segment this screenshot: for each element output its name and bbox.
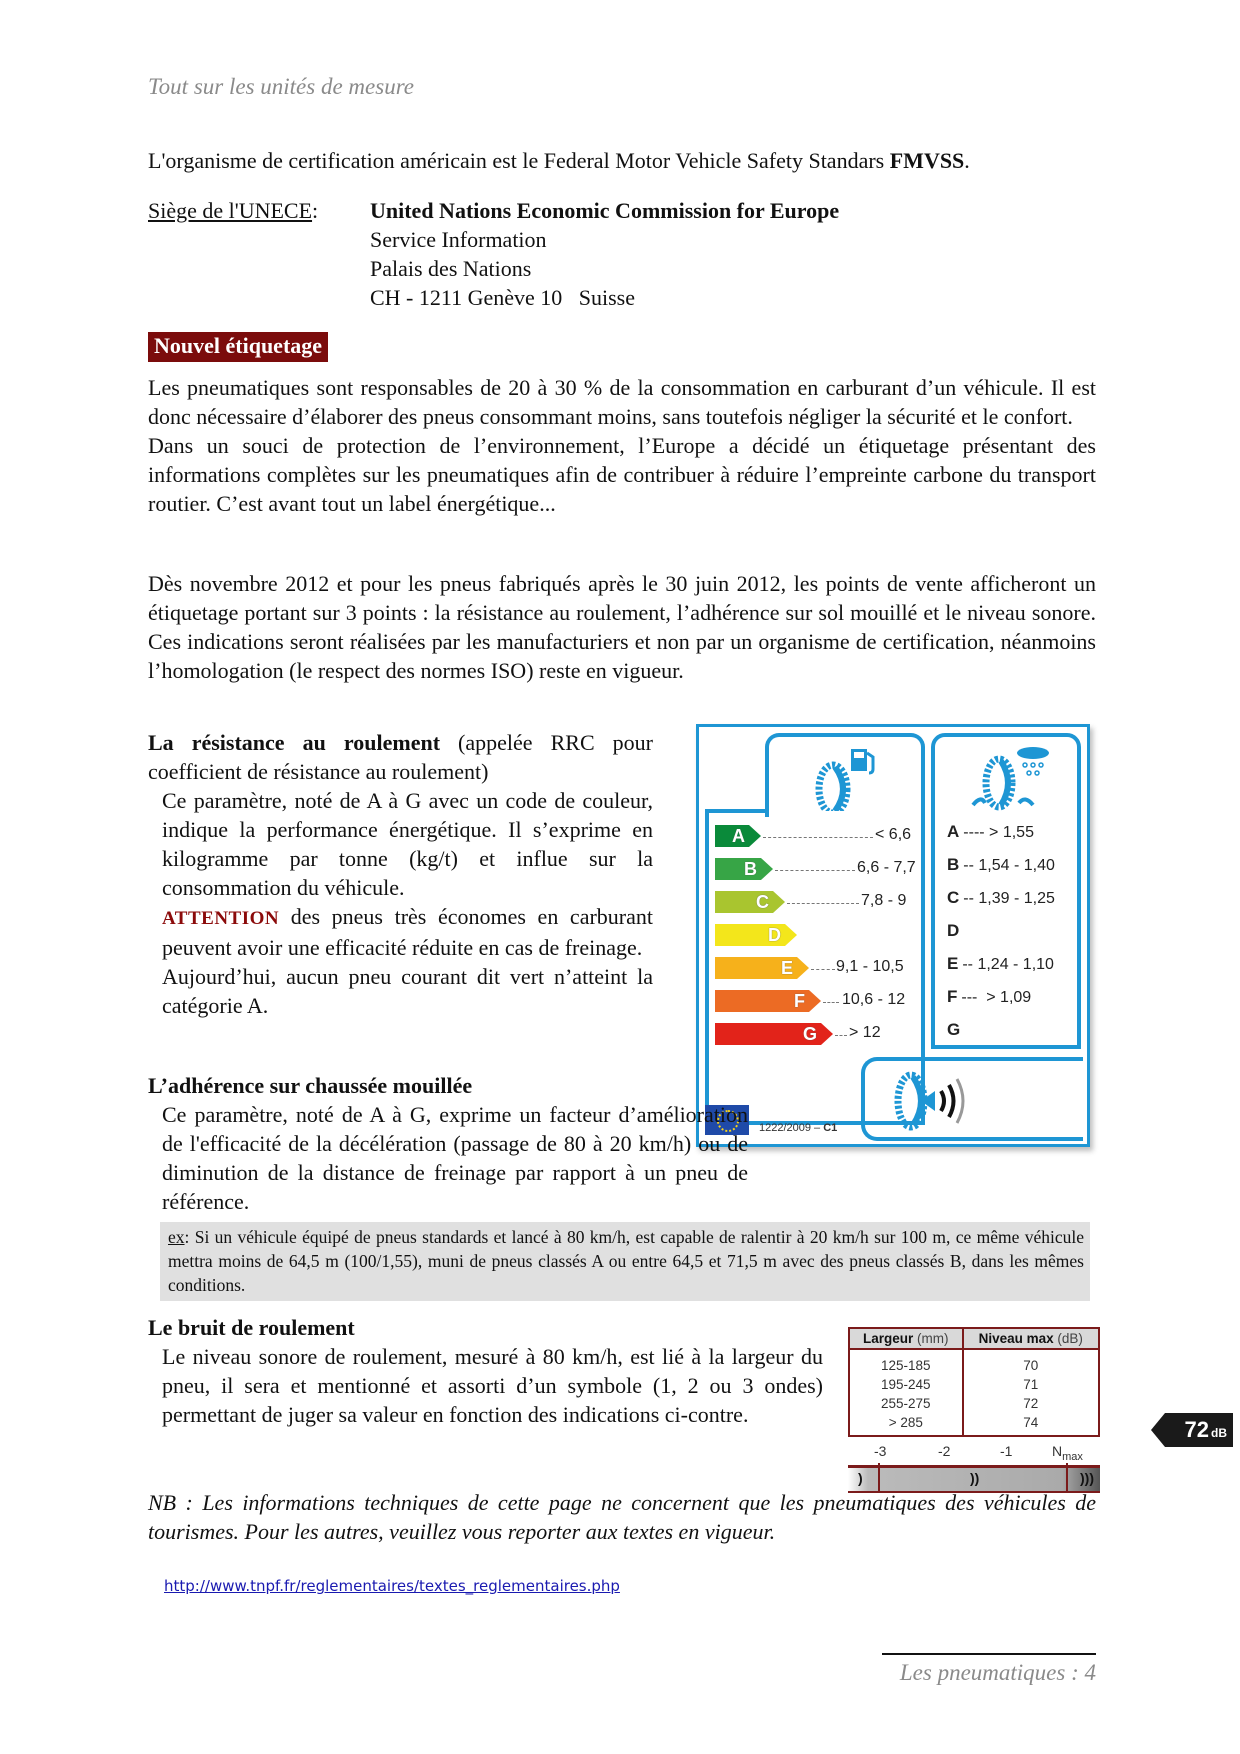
table-header-row [849, 1328, 1099, 1349]
regulations-link[interactable]: http://www.tnpf.fr/reglementaires/textes_reglementaires.php [164, 1577, 620, 1595]
cell-width: 255-275 [849, 1394, 963, 1413]
cell-width: 125-185 [849, 1349, 963, 1375]
regulation-reference [759, 1122, 837, 1134]
fmvss-paragraph [148, 148, 1098, 174]
attention-label: ATTENTION [162, 908, 280, 929]
cell-max: 74 [963, 1413, 1099, 1436]
rolling-resistance-section [148, 728, 653, 1020]
intro-paragraph-2: Dans un souci de protection de l’environnement, l’Europe a décidé un étiquetage présentant des informations complètes sur les pneumatiques afin de contribuer à réduire l’empreinte carbone du transport routier. C’est avant tout un label énergétique... [148, 433, 1096, 516]
tyre-sound-waves-icon [885, 1067, 985, 1133]
fuel-range-b: 6,6 - 7,7 [857, 859, 916, 876]
wet-class-range: -- 1,39 - 1,25 [963, 890, 1055, 907]
rolling-resistance-warning [148, 902, 653, 962]
footer-rule [882, 1653, 1096, 1655]
leader-line [811, 969, 835, 970]
wet-class-letter: B [947, 855, 960, 874]
fuel-class-b: B [715, 858, 761, 880]
cell-max: 71 [963, 1375, 1099, 1394]
address-line-service: Service Information [370, 227, 547, 252]
intro-paragraphs [148, 373, 1096, 518]
three-waves-icon: ))) [1080, 1470, 1094, 1486]
wet-class-letter: G [947, 1020, 961, 1039]
leader-line [763, 837, 873, 838]
rolling-resistance-p1: Ce paramètre, noté de A à G avec un code de couleur, indique la performance énergétique. Il s’exprime en kilogramme par tonne (kg/t) et influe sur la consommation du véhicule. [162, 788, 653, 900]
address-line-org: United Nations Economic Commission for Europe [370, 198, 840, 223]
attention-text: des pneus très économes en carburant peuvent avoir une efficacité réduite en cas de freinage. [162, 904, 653, 960]
tyre-class: C1 [823, 1122, 838, 1134]
wet-class-e [947, 954, 1054, 974]
cell-max: 72 [963, 1394, 1099, 1413]
table-row [849, 1375, 1099, 1394]
wet-class-f [947, 987, 1031, 1007]
rolling-noise-paragraph: Le niveau sonore de roulement, mesuré à 80 km/h, est lié à la largeur du pneu, il sera et mentionné et assorti d’un symbole (1, 2 ou 3 ondes) permettant de juger sa valeur en fonction des indications ci-contre. [162, 1344, 823, 1427]
wet-class-b [947, 855, 1055, 875]
scale-tick: -1 [1000, 1443, 1013, 1459]
table-row [849, 1413, 1099, 1436]
fmvss-acronym: FMVSS [889, 148, 965, 173]
fmvss-text: L'organisme de certification américain est le Federal Motor Vehicle Safety Standars [148, 148, 890, 173]
example-box [160, 1222, 1090, 1301]
fuel-range-f: 10,6 - 12 [842, 991, 906, 1008]
page-footer: Les pneumatiques : 4 [899, 1660, 1096, 1685]
unece-label [148, 196, 318, 225]
noise-limits-table [848, 1327, 1100, 1437]
fuel-range-e: 9,1 - 10,5 [836, 958, 904, 975]
section-title: Nouvel étiquetage [148, 332, 328, 362]
cell-max: 70 [963, 1349, 1099, 1375]
running-header: Tout sur les unités de mesure [148, 74, 414, 99]
leader-line [787, 903, 859, 904]
example-prefix: ex [168, 1227, 185, 1247]
wet-class-range: --- > 1,09 [961, 989, 1032, 1006]
leader-line [823, 1002, 839, 1003]
wet-class-letter: A [947, 822, 960, 841]
rolling-noise-section [148, 1313, 823, 1429]
wet-class-c [947, 888, 1055, 908]
table-row [849, 1349, 1099, 1375]
rolling-resistance-subtitle: (appelée RRC pour coefficient de résistance au roulement) [148, 730, 653, 784]
rolling-resistance-heading [148, 728, 653, 786]
fuel-class-d: D [715, 924, 785, 946]
fuel-class-f: F [715, 990, 809, 1012]
wet-class-letter: F [947, 987, 958, 1006]
nb-note: NB : Les informations techniques de cette page ne concernent que les pneumatiques des véhicules de tourismes. Pour les autres, veuillez vous reporter aux textes en vigueur. [148, 1490, 1096, 1544]
intro-paragraph-1: Les pneumatiques sont responsables de 20 à 30 % de la consommation en carburant d’un véhicule. Il est donc nécessaire d’élaborer des pneus consommant moins, sans toutefois négliger la sécurité et le confort. [148, 375, 1096, 429]
fuel-class-c: C [715, 891, 773, 913]
one-wave-icon: ) [858, 1470, 863, 1486]
wet-class-a [947, 822, 1034, 842]
noise-level-value: 72 [1184, 1417, 1209, 1442]
scale-tick-nmax [1052, 1443, 1083, 1463]
column-header-max-level-label: Niveau max [978, 1331, 1054, 1346]
address-line-city: CH - 1211 Genève 10 Suisse [370, 285, 635, 310]
leader-line [835, 1035, 847, 1036]
unece-address [370, 196, 839, 312]
regulation-number: 1222/2009 – [759, 1122, 824, 1134]
example-text: : Si un véhicule équipé de pneus standards et lancé à 80 km/h, est capable de ralentir à 20 km/h sur 100 m, ce même véhicule mettra moins de 64,5 m (100/1,55), muni de pneus classés A ou entre 64,5 et 71,5 m avec des pneus classés B, dans les mêmes conditions. [168, 1227, 1084, 1295]
fuel-panel-header [765, 733, 925, 817]
noise-level-unit: dB [1211, 1426, 1227, 1440]
two-waves-icon: )) [970, 1470, 980, 1486]
rolling-noise-heading: Le bruit de roulement [148, 1315, 355, 1340]
wet-class-range: -- 1,54 - 1,40 [963, 857, 1055, 874]
address-line-palais: Palais des Nations [370, 256, 532, 281]
column-header-width-label: Largeur [863, 1331, 914, 1346]
cell-width: 195-245 [849, 1375, 963, 1394]
fmvss-period: . [964, 148, 970, 173]
intro-paragraph-3: Dès novembre 2012 et pour les pneus fabriqués après le 30 juin 2012, les points de vente afficheront un étiquetage portant sur 3 points : la résistance au roulement, l’adhérence sur sol mouillé et le niveau sonore. Ces indications seront réalisées par les manufacturiers et non par un organisme de certification, néanmoins l’homologation (le respect des normes ISO) reste en vigueur. [148, 571, 1096, 683]
wet-class-letter: D [947, 921, 960, 940]
rolling-resistance-p3: Aujourd’hui, aucun pneu courant dit vert n’atteint la catégorie A. [162, 964, 653, 1018]
table-row [849, 1394, 1099, 1413]
wet-grip-paragraph [148, 1100, 748, 1216]
cell-width: > 285 [849, 1413, 963, 1436]
fuel-panel-join [769, 811, 921, 821]
tyre-fuel-pump-icon [795, 745, 895, 815]
fuel-range-a: < 6,6 [875, 826, 912, 843]
rolling-resistance-title: La résistance au roulement [148, 730, 441, 755]
unece-label-text: Siège de l'UNECE [148, 198, 313, 223]
leader-line [775, 870, 855, 871]
wet-class-d [947, 921, 963, 941]
wet-grip-text: Ce paramètre, noté de A à G, exprime un facteur d’amélioration de l'efficacité de la décélération (passage de 80 à 20 km/h) ou de diminution de la distance de freinage par rapport à un pneu de référence. [162, 1102, 748, 1214]
fuel-class-e: E [715, 957, 797, 979]
unece-colon: : [312, 198, 319, 223]
wet-class-letter: E [947, 954, 959, 973]
wet-class-range: -- 1,24 - 1,10 [962, 956, 1054, 973]
wet-grip-section [148, 1071, 748, 1216]
wet-grip-panel [931, 733, 1081, 1049]
tyre-rain-icon [953, 743, 1063, 813]
fuel-class-a: A [715, 825, 749, 847]
scale-tick: -3 [874, 1443, 887, 1459]
wet-class-letter: C [947, 888, 960, 907]
nmax-letter: N [1052, 1443, 1063, 1459]
wet-class-g [947, 1020, 964, 1040]
fuel-range-c: 7,8 - 9 [861, 892, 907, 909]
fuel-class-g: G [715, 1023, 821, 1045]
nmax-subscript: max [1062, 1450, 1083, 1463]
column-header-max-level-unit: (dB) [1053, 1331, 1083, 1346]
noise-level-badge [1165, 1413, 1233, 1447]
column-header-width-unit: (mm) [913, 1331, 949, 1346]
wet-class-range: ---- > 1,55 [963, 824, 1034, 841]
fuel-range-g: > 12 [849, 1024, 881, 1041]
scale-tick: -2 [938, 1443, 951, 1459]
column-header-width [849, 1328, 963, 1349]
wet-grip-heading: L’adhérence sur chaussée mouillée [148, 1073, 473, 1098]
column-header-max-level [963, 1328, 1099, 1349]
